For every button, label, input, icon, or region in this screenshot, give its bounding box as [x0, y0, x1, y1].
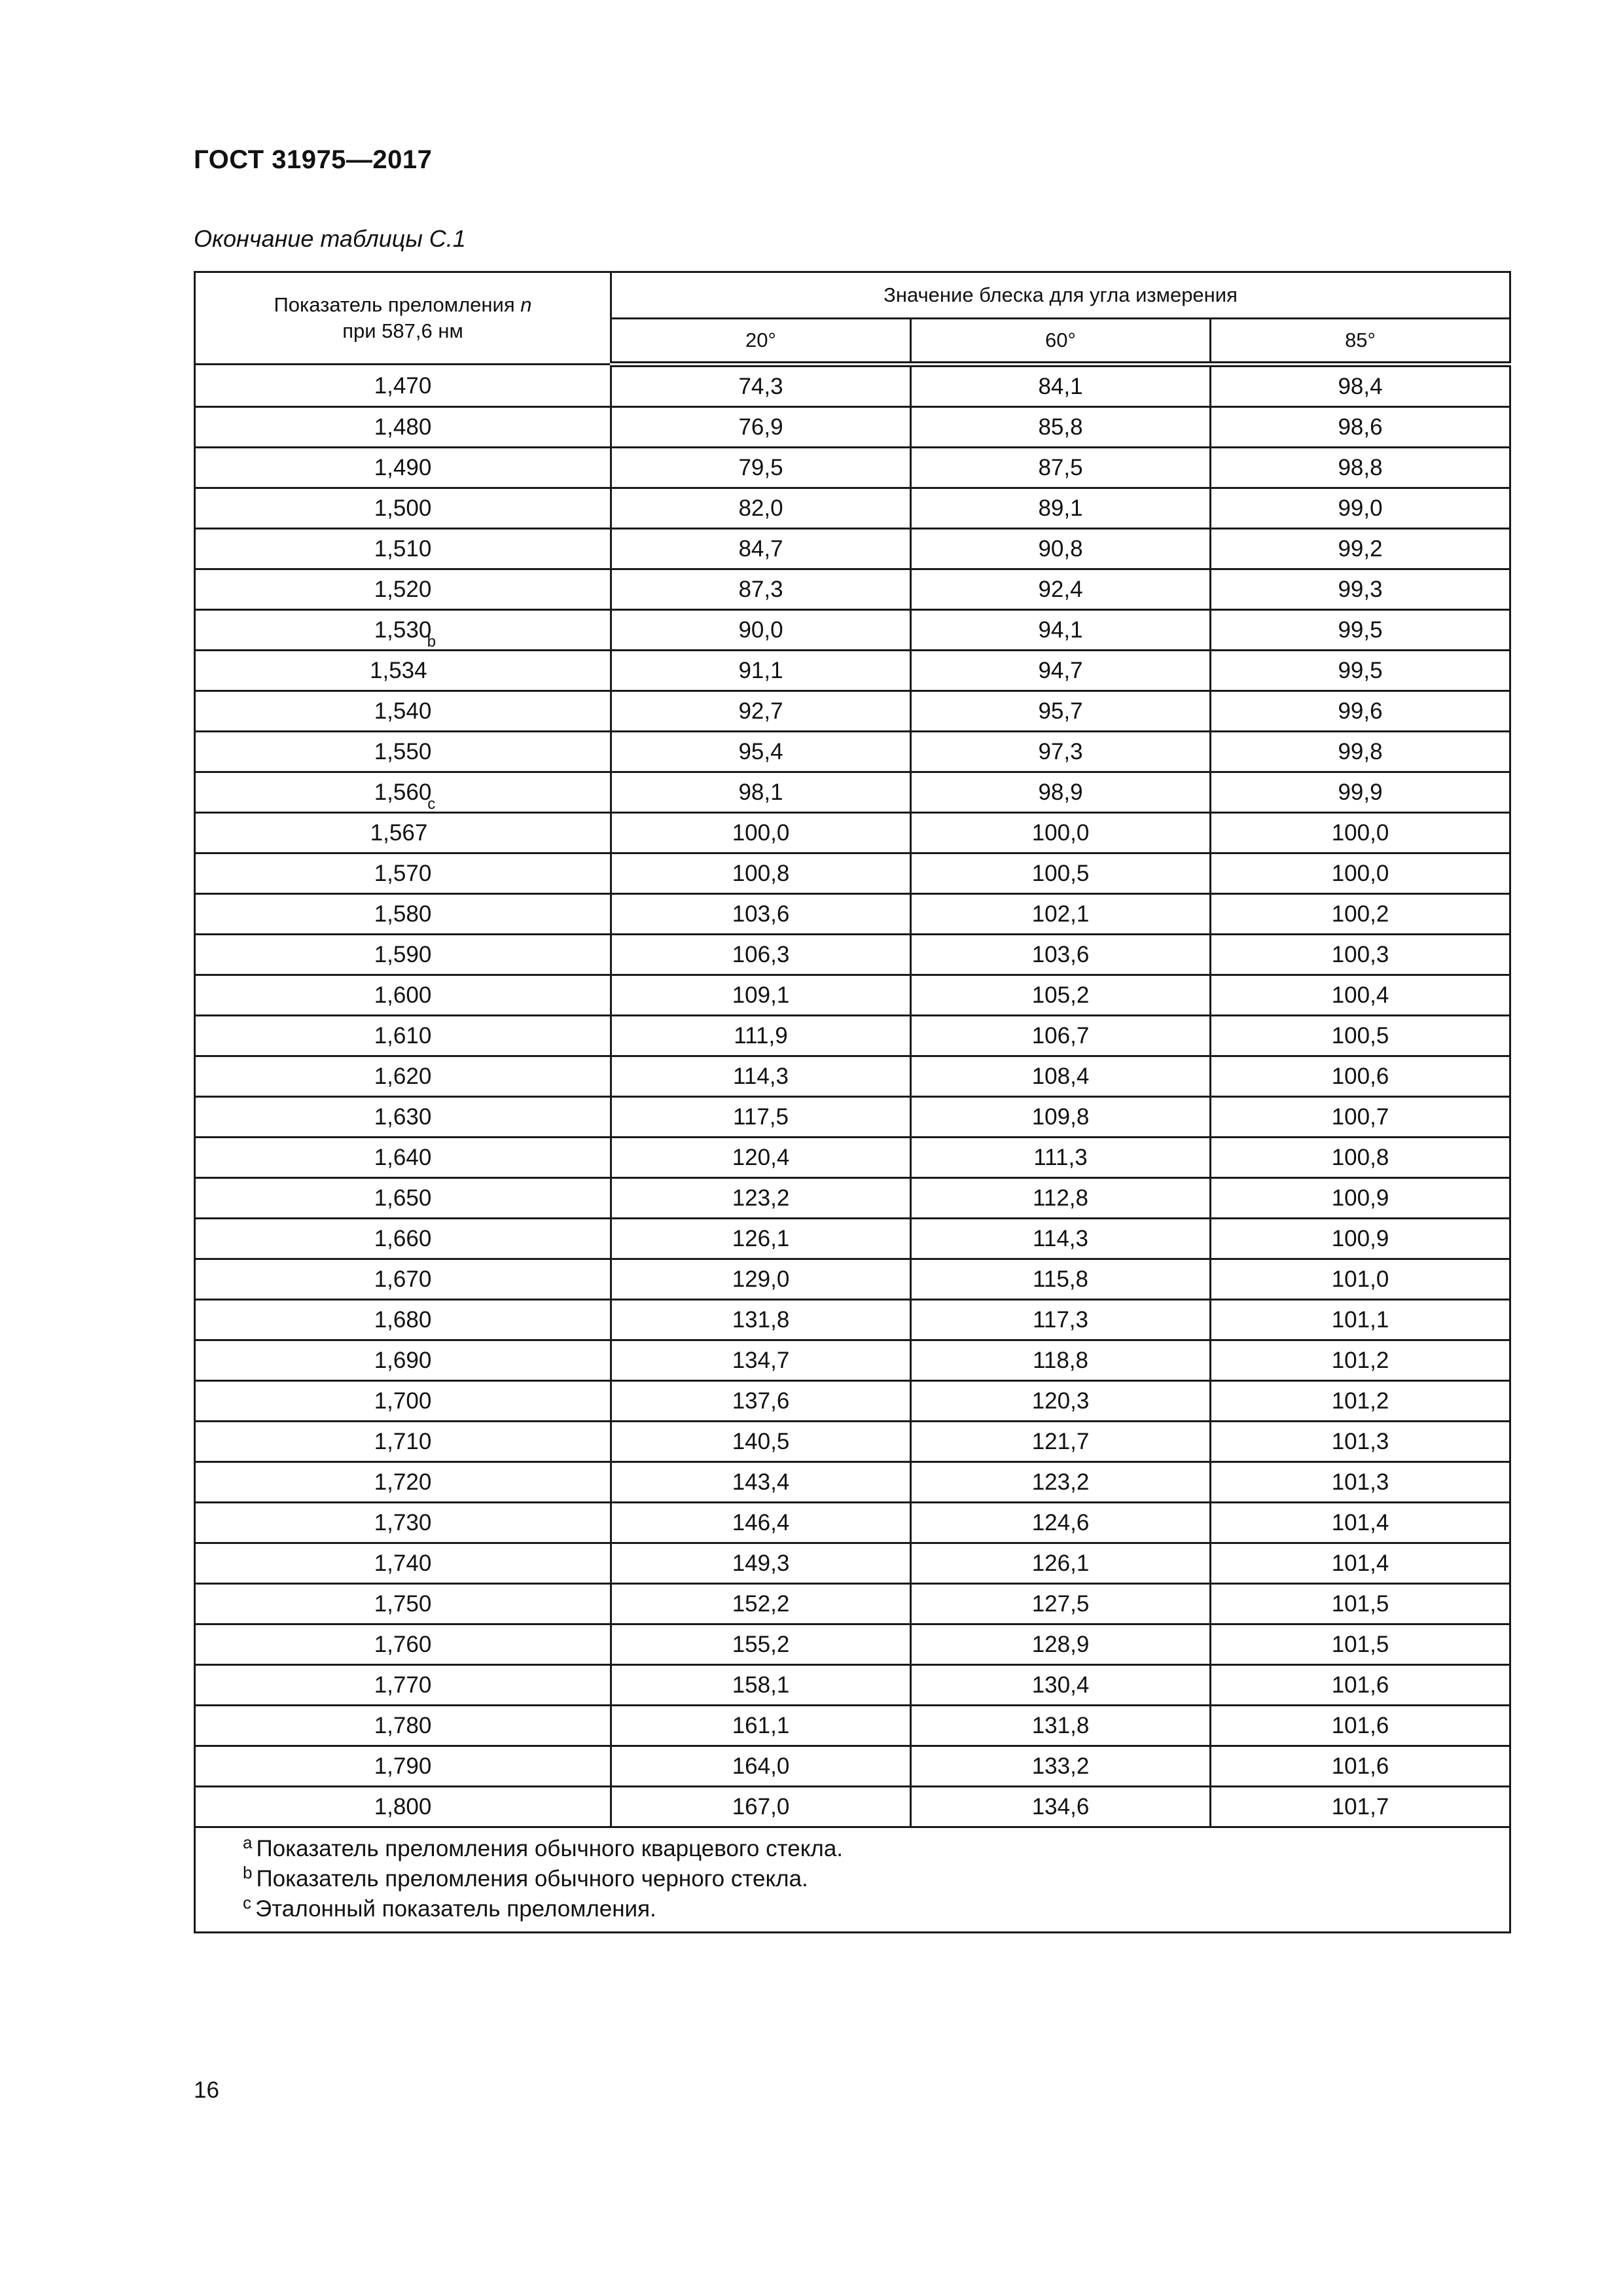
refractive-index-value: 1,680	[374, 1307, 432, 1333]
gloss-60-cell: 134,6	[911, 1787, 1211, 1827]
refractive-index-cell	[195, 448, 611, 488]
refractive-index-cell	[195, 1056, 611, 1097]
table-row	[195, 1787, 1510, 1827]
angle-header-60: 60°	[911, 319, 1211, 365]
refractive-index-cell	[195, 1381, 611, 1422]
gloss-20-cell: 100,0	[611, 813, 911, 853]
refractive-index-cell	[195, 529, 611, 569]
refractive-index-value: 1,790	[374, 1753, 432, 1779]
refractive-index-cell	[195, 610, 611, 651]
gloss-60-cell: 120,3	[911, 1381, 1211, 1422]
gloss-60-cell: 84,1	[911, 365, 1211, 407]
gloss-20-cell: 74,3	[611, 365, 911, 407]
gloss-60-cell: 95,7	[911, 691, 1211, 732]
angle-header-85: 85°	[1211, 319, 1510, 365]
gloss-20-cell: 82,0	[611, 488, 911, 529]
gloss-85-cell: 98,4	[1211, 365, 1510, 407]
refractive-index-value: 1,610	[374, 1023, 432, 1049]
gloss-60-cell: 114,3	[911, 1219, 1211, 1259]
gloss-85-cell: 101,5	[1211, 1584, 1510, 1624]
gloss-85-cell: 101,3	[1211, 1462, 1510, 1503]
footnote-reference: c	[427, 795, 436, 813]
gloss-85-cell: 101,4	[1211, 1543, 1510, 1584]
footnote-text: Показатель преломления обычного кварцевого стекла.	[256, 1836, 844, 1861]
gloss-85-cell: 101,3	[1211, 1422, 1510, 1462]
refractive-index-value: 1,530	[374, 617, 432, 643]
gloss-20-cell: 134,7	[611, 1340, 911, 1381]
refractive-index-cell	[195, 732, 611, 772]
gloss-20-cell: 111,9	[611, 1016, 911, 1056]
gloss-20-cell: 137,6	[611, 1381, 911, 1422]
gloss-60-cell: 126,1	[911, 1543, 1211, 1584]
refractive-index-cell	[195, 691, 611, 732]
refractive-index-value: 1,620	[374, 1064, 432, 1089]
gloss-60-cell: 105,2	[911, 975, 1211, 1016]
refractive-index-header	[195, 272, 611, 365]
table-row	[195, 772, 1510, 813]
angle-header-20: 20°	[611, 319, 911, 365]
gloss-60-cell: 127,5	[911, 1584, 1211, 1624]
refractive-index-value: 1,567	[370, 820, 428, 846]
refractive-index-cell	[195, 407, 611, 448]
gloss-85-cell: 99,2	[1211, 529, 1510, 569]
refractive-index-cell	[195, 1543, 611, 1584]
gloss-20-cell: 158,1	[611, 1665, 911, 1706]
gloss-20-cell: 117,5	[611, 1097, 911, 1138]
gloss-60-cell: 133,2	[911, 1746, 1211, 1787]
gloss-20-cell: 90,0	[611, 610, 911, 651]
gloss-85-cell: 98,6	[1211, 407, 1510, 448]
refractive-index-value: 1,510	[374, 536, 432, 562]
refractive-index-value: 1,700	[374, 1388, 432, 1414]
refractive-index-value: 1,540	[374, 698, 432, 724]
refractive-index-cell	[195, 1503, 611, 1543]
refractive-index-value: 1,750	[374, 1591, 432, 1617]
footnote-a	[243, 1835, 1509, 1865]
gloss-20-cell: 155,2	[611, 1624, 911, 1665]
refractive-index-value: 1,490	[374, 455, 432, 480]
table-footnotes	[195, 1827, 1510, 1933]
gloss-85-cell: 100,7	[1211, 1097, 1510, 1138]
gloss-60-cell: 89,1	[911, 488, 1211, 529]
table-row	[195, 894, 1510, 935]
gloss-20-cell: 84,7	[611, 529, 911, 569]
gloss-60-cell: 98,9	[911, 772, 1211, 813]
gloss-20-cell: 109,1	[611, 975, 911, 1016]
gloss-20-cell: 103,6	[611, 894, 911, 935]
gloss-20-cell: 146,4	[611, 1503, 911, 1543]
gloss-20-cell: 140,5	[611, 1422, 911, 1462]
refractive-index-value: 1,480	[374, 414, 432, 440]
refractive-index-cell	[195, 1259, 611, 1300]
gloss-20-cell: 79,5	[611, 448, 911, 488]
gloss-20-cell: 91,1	[611, 651, 911, 691]
gloss-85-cell: 101,1	[1211, 1300, 1510, 1340]
gloss-85-cell: 101,5	[1211, 1624, 1510, 1665]
gloss-60-cell: 102,1	[911, 894, 1211, 935]
document-title: ГОСТ 31975—2017	[194, 145, 433, 174]
table-row	[195, 569, 1510, 610]
gloss-85-cell: 98,8	[1211, 448, 1510, 488]
table-row	[195, 1381, 1510, 1422]
gloss-85-cell: 100,8	[1211, 1138, 1510, 1178]
refractive-index-cell	[195, 569, 611, 610]
refractive-index-value: 1,470	[374, 372, 432, 399]
gloss-60-cell: 97,3	[911, 732, 1211, 772]
refractive-index-header-wavelength: при 587,6 нм	[342, 319, 463, 342]
table-row	[195, 1178, 1510, 1219]
gloss-85-cell: 100,3	[1211, 935, 1510, 975]
gloss-60-cell: 124,6	[911, 1503, 1211, 1543]
refractive-index-value: 1,580	[374, 901, 432, 927]
gloss-20-cell: 114,3	[611, 1056, 911, 1097]
gloss-60-cell: 85,8	[911, 407, 1211, 448]
footnote-b	[243, 1865, 1509, 1895]
gloss-85-cell: 99,3	[1211, 569, 1510, 610]
refractive-index-cell	[195, 935, 611, 975]
footnotes-cell	[195, 1827, 1510, 1933]
refractive-index-value: 1,550	[374, 739, 432, 764]
refractive-index-cell	[195, 1219, 611, 1259]
table-row	[195, 610, 1510, 651]
gloss-85-cell: 101,0	[1211, 1259, 1510, 1300]
table-row	[195, 935, 1510, 975]
refractive-index-cell	[195, 853, 611, 894]
gloss-85-cell: 100,5	[1211, 1016, 1510, 1056]
gloss-85-cell: 100,4	[1211, 975, 1510, 1016]
refractive-index-cell	[195, 975, 611, 1016]
refractive-index-value: 1,720	[374, 1469, 432, 1495]
table-row	[195, 1138, 1510, 1178]
gloss-60-cell: 87,5	[911, 448, 1211, 488]
table-row	[195, 1503, 1510, 1543]
gloss-60-cell: 90,8	[911, 529, 1211, 569]
gloss-60-cell: 115,8	[911, 1259, 1211, 1300]
footnote-text: Эталонный показатель преломления.	[255, 1896, 656, 1922]
gloss-60-cell: 94,7	[911, 651, 1211, 691]
gloss-60-cell: 130,4	[911, 1665, 1211, 1706]
gloss-85-cell: 101,2	[1211, 1340, 1510, 1381]
table-row	[195, 1340, 1510, 1381]
gloss-20-cell: 100,8	[611, 853, 911, 894]
footnote-mark: c	[243, 1893, 251, 1912]
gloss-85-cell: 101,6	[1211, 1706, 1510, 1746]
gloss-85-cell: 100,2	[1211, 894, 1510, 935]
gloss-20-cell: 120,4	[611, 1138, 911, 1178]
table-row	[195, 813, 1510, 853]
refractive-index-value: 1,730	[374, 1510, 432, 1535]
gloss-85-cell: 101,7	[1211, 1787, 1510, 1827]
gloss-85-cell: 100,9	[1211, 1178, 1510, 1219]
gloss-20-cell: 123,2	[611, 1178, 911, 1219]
gloss-85-cell: 99,8	[1211, 732, 1510, 772]
gloss-85-cell: 100,0	[1211, 813, 1510, 853]
gloss-values-table	[194, 271, 1511, 1933]
gloss-60-cell: 131,8	[911, 1706, 1211, 1746]
refractive-index-value: 1,560	[374, 780, 432, 805]
gloss-60-cell: 121,7	[911, 1422, 1211, 1462]
gloss-20-cell: 167,0	[611, 1787, 911, 1827]
table-body	[195, 365, 1510, 1827]
table-row	[195, 1746, 1510, 1787]
gloss-20-cell: 131,8	[611, 1300, 911, 1340]
refractive-index-cell	[195, 1624, 611, 1665]
gloss-85-cell: 99,5	[1211, 651, 1510, 691]
gloss-group-header: Значение блеска для угла измерения	[611, 272, 1510, 319]
gloss-85-cell: 100,0	[1211, 853, 1510, 894]
refractive-index-value: 1,760	[374, 1632, 432, 1657]
gloss-60-cell: 118,8	[911, 1340, 1211, 1381]
refractive-index-cell	[195, 894, 611, 935]
table-row	[195, 1543, 1510, 1584]
refractive-index-value: 1,520	[374, 577, 432, 602]
table-row	[195, 1422, 1510, 1462]
gloss-20-cell: 92,7	[611, 691, 911, 732]
refractive-index-value: 1,650	[374, 1185, 432, 1211]
refractive-index-cell	[195, 633, 611, 691]
refractive-index-cell	[195, 1138, 611, 1178]
gloss-60-cell: 103,6	[911, 935, 1211, 975]
table-row	[195, 407, 1510, 448]
refractive-index-header-text: Показатель преломления	[274, 293, 515, 316]
refractive-index-cell	[195, 795, 611, 853]
gloss-20-cell: 152,2	[611, 1584, 911, 1624]
table-row	[195, 732, 1510, 772]
refractive-index-cell	[195, 488, 611, 529]
gloss-85-cell: 100,9	[1211, 1219, 1510, 1259]
table-row	[195, 1706, 1510, 1746]
gloss-20-cell: 106,3	[611, 935, 911, 975]
gloss-20-cell: 98,1	[611, 772, 911, 813]
refractive-index-value: 1,710	[374, 1429, 432, 1454]
refractive-index-cell	[195, 1422, 611, 1462]
table-row	[195, 1584, 1510, 1624]
table-header	[195, 272, 1510, 365]
table-row	[195, 1219, 1510, 1259]
refractive-index-cell	[195, 1340, 611, 1381]
table-row	[195, 853, 1510, 894]
refractive-index-value: 1,770	[374, 1672, 432, 1698]
gloss-85-cell: 100,6	[1211, 1056, 1510, 1097]
table-row	[195, 1056, 1510, 1097]
refractive-index-cell	[195, 1300, 611, 1340]
refractive-index-value: 1,660	[374, 1226, 432, 1251]
refractive-index-cell	[195, 1746, 611, 1787]
refractive-index-value: 1,800	[374, 1794, 432, 1820]
gloss-60-cell: 109,8	[911, 1097, 1211, 1138]
gloss-60-cell: 123,2	[911, 1462, 1211, 1503]
gloss-60-cell: 94,1	[911, 610, 1211, 651]
gloss-20-cell: 126,1	[611, 1219, 911, 1259]
table-row	[195, 975, 1510, 1016]
gloss-20-cell: 164,0	[611, 1746, 911, 1787]
refractive-index-value: 1,534	[370, 658, 427, 683]
refractive-index-cell	[195, 1787, 611, 1827]
gloss-60-cell: 111,3	[911, 1138, 1211, 1178]
refractive-index-cell	[195, 1462, 611, 1503]
footnote-text: Показатель преломления обычного черного стекла.	[256, 1866, 808, 1892]
gloss-60-cell: 106,7	[911, 1016, 1211, 1056]
gloss-20-cell: 143,4	[611, 1462, 911, 1503]
refractive-index-cell	[195, 1097, 611, 1138]
refractive-index-value: 1,590	[374, 942, 432, 967]
gloss-60-cell: 100,5	[911, 853, 1211, 894]
gloss-60-cell: 112,8	[911, 1178, 1211, 1219]
gloss-85-cell: 99,5	[1211, 610, 1510, 651]
gloss-85-cell: 101,4	[1211, 1503, 1510, 1543]
gloss-85-cell: 99,6	[1211, 691, 1510, 732]
refractive-index-symbol: n	[520, 293, 532, 316]
gloss-20-cell: 129,0	[611, 1259, 911, 1300]
table-row	[195, 1624, 1510, 1665]
refractive-index-cell	[195, 1706, 611, 1746]
gloss-20-cell: 161,1	[611, 1706, 911, 1746]
table-row	[195, 365, 1510, 407]
footnote-c	[243, 1895, 1509, 1925]
table-row	[195, 1097, 1510, 1138]
refractive-index-value: 1,690	[374, 1348, 432, 1373]
table-row	[195, 1016, 1510, 1056]
footnote-reference: b	[427, 633, 436, 651]
footnote-mark: a	[243, 1833, 253, 1852]
refractive-index-cell	[195, 772, 611, 813]
table-row	[195, 1665, 1510, 1706]
table-row	[195, 488, 1510, 529]
table-caption: Окончание таблицы С.1	[194, 225, 466, 252]
refractive-index-cell	[195, 1178, 611, 1219]
footnote-mark: b	[243, 1863, 253, 1882]
gloss-60-cell: 128,9	[911, 1624, 1211, 1665]
table-row	[195, 651, 1510, 691]
gloss-85-cell: 101,2	[1211, 1381, 1510, 1422]
gloss-20-cell: 95,4	[611, 732, 911, 772]
table-row	[195, 1259, 1510, 1300]
page-number: 16	[194, 2077, 219, 2103]
gloss-85-cell: 101,6	[1211, 1665, 1510, 1706]
table-row	[195, 529, 1510, 569]
refractive-index-value: 1,670	[374, 1266, 432, 1292]
gloss-20-cell: 76,9	[611, 407, 911, 448]
gloss-20-cell: 87,3	[611, 569, 911, 610]
refractive-index-value: 1,740	[374, 1551, 432, 1576]
refractive-index-cell	[195, 1016, 611, 1056]
gloss-85-cell: 101,6	[1211, 1746, 1510, 1787]
table-row	[195, 691, 1510, 732]
gloss-85-cell: 99,0	[1211, 488, 1510, 529]
refractive-index-value: 1,780	[374, 1713, 432, 1738]
gloss-20-cell: 149,3	[611, 1543, 911, 1584]
refractive-index-value: 1,600	[374, 982, 432, 1008]
gloss-85-cell: 99,9	[1211, 772, 1510, 813]
refractive-index-value: 1,500	[374, 495, 432, 521]
refractive-index-cell	[195, 1665, 611, 1706]
refractive-index-cell	[195, 365, 611, 407]
refractive-index-value: 1,630	[374, 1104, 432, 1130]
gloss-60-cell: 117,3	[911, 1300, 1211, 1340]
refractive-index-cell	[195, 1584, 611, 1624]
gloss-60-cell: 92,4	[911, 569, 1211, 610]
gloss-60-cell: 100,0	[911, 813, 1211, 853]
table-row	[195, 448, 1510, 488]
refractive-index-value: 1,640	[374, 1145, 432, 1170]
gloss-60-cell: 108,4	[911, 1056, 1211, 1097]
table-row	[195, 1462, 1510, 1503]
table-row	[195, 1300, 1510, 1340]
refractive-index-value: 1,570	[374, 861, 432, 886]
